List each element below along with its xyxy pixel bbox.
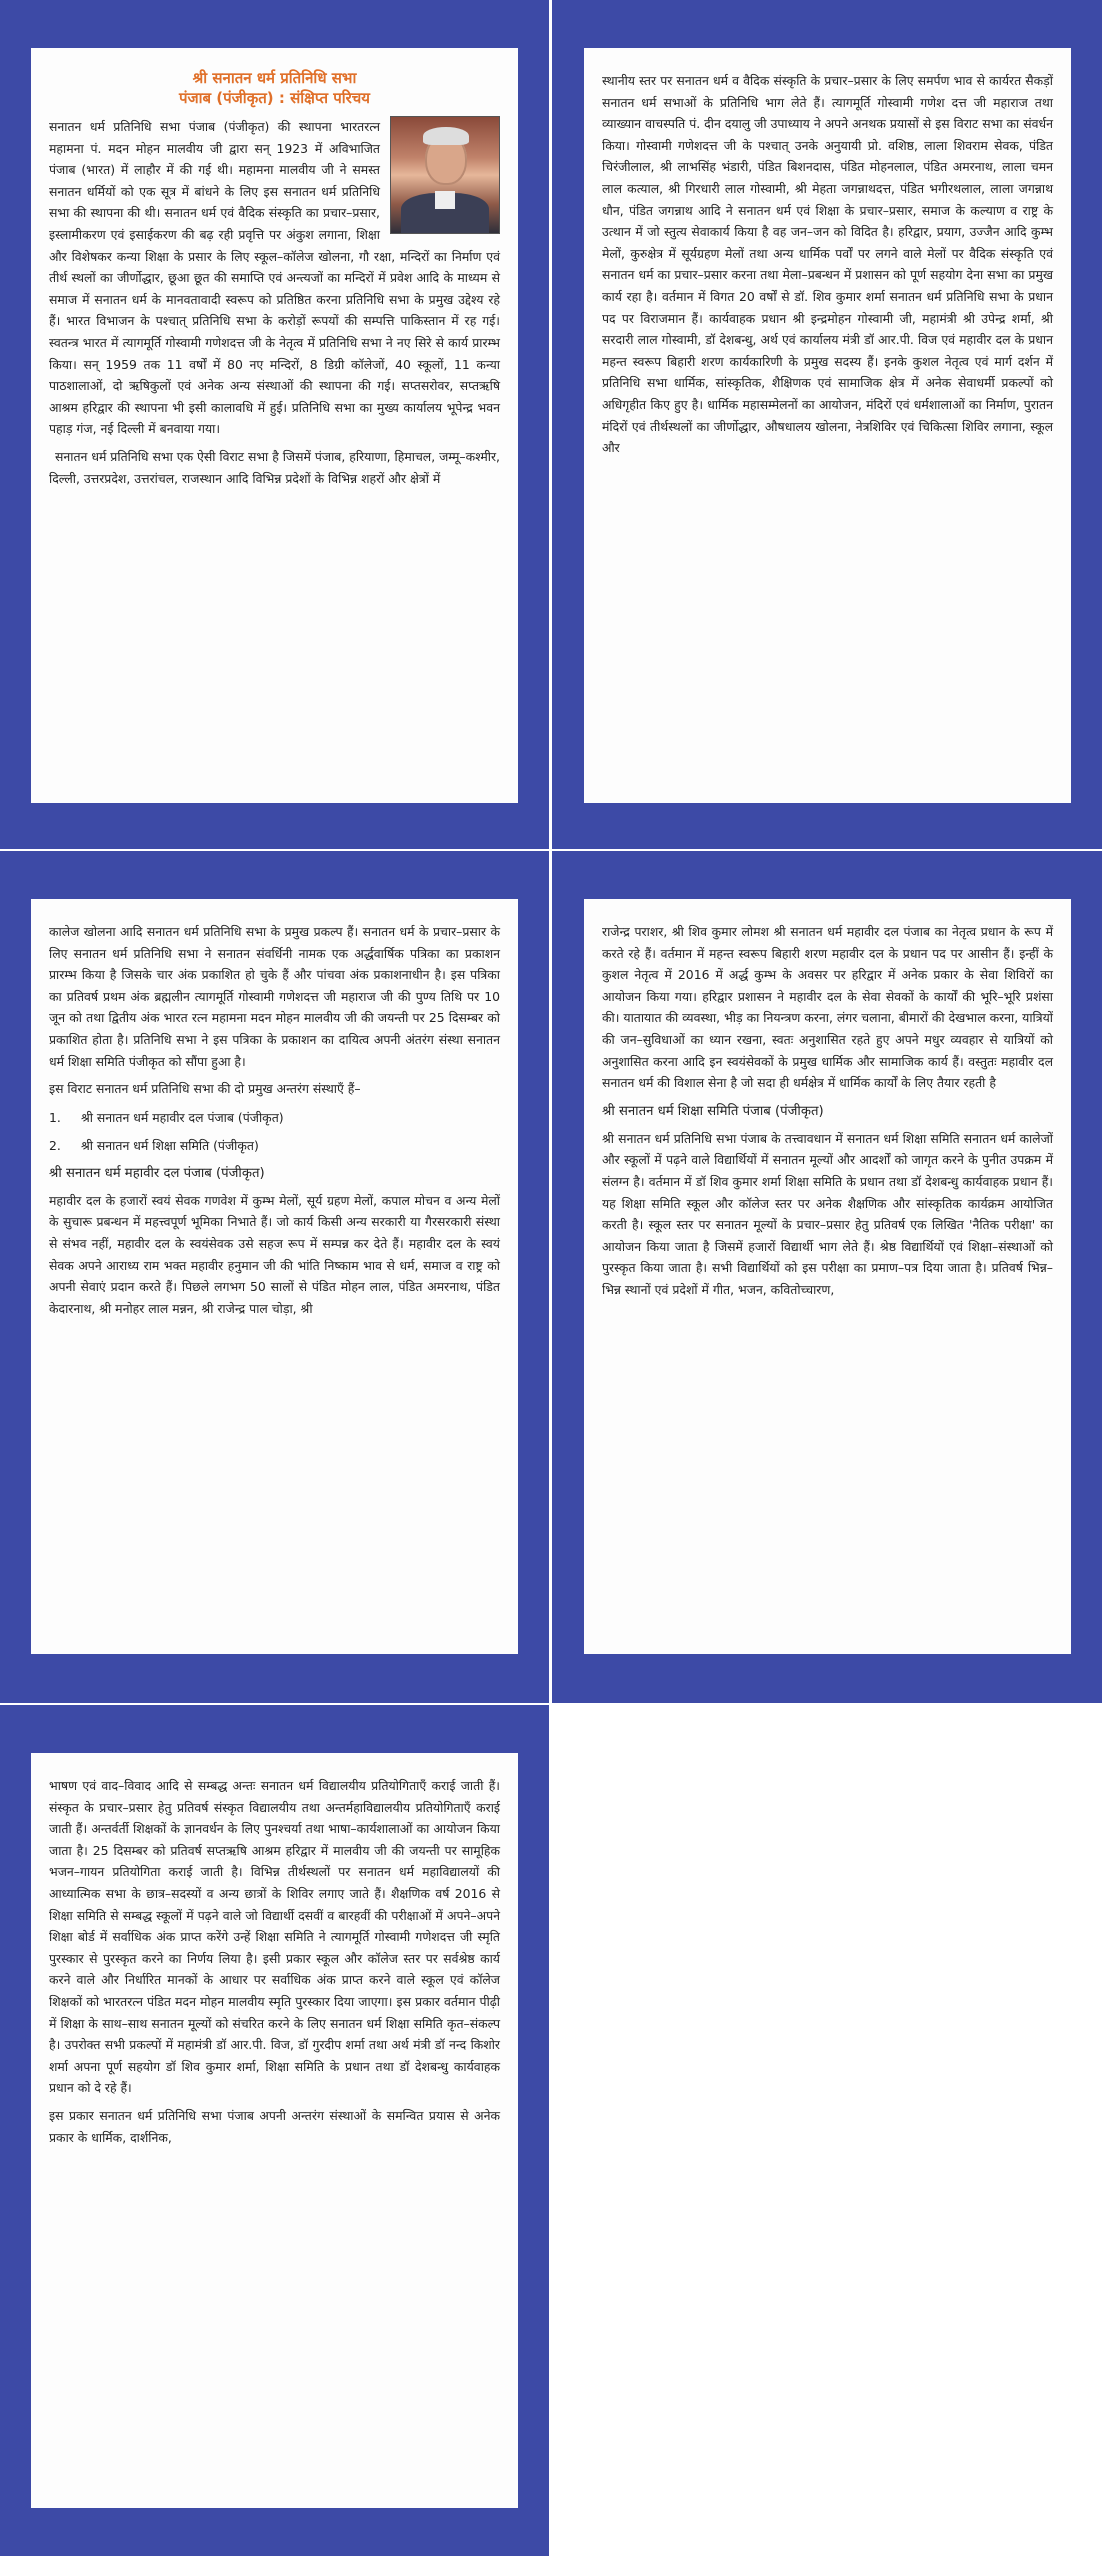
paragraph: राजेन्द्र पराशर, श्री शिव कुमार लोमश श्री सनातन धर्म महावीर दल पंजाब का नेतृत्व प्रधान के रूप में करते रहे हैं। वर्तमान में महन्त स्वरूप बिहारी शरण महावीर दल के प्रधान पद पर आसीन हैं। इन्हीं के कुशल नेतृत्व में 2016 में अर्द्ध कुम्भ के अवसर पर हरिद्वार में अनेक प्रकार के सेवा शिविरों का आयोजन किया गया। हरिद्वार प्रशासन ने महावीर दल के सेवा सेवकों के कार्यों की भूरि–भूरि प्रशंसा की। यातायात की व्यवस्था, भीड़ का नियन्त्रण करना, लंगर चलाना, बीमारों की देखभाल करना, यात्रियों की जन–सुविधाओं का ध्यान रखना, स्वतः अनुशासित रहते हुए अपने मधुर व्यवहार से यात्रियों को अनुशासित करना आदि इन स्वयंसेवकों के प्रमुख धार्मिक और सामाजिक कार्य हैं। वस्तुतः महावीर दल सनातन धर्म की विशाल सेना है जो सदा ही धर्मक्षेत्र में धार्मिक कार्यों के लिए तैयार रहती है xyxy=(602,924,1053,1091)
page-frame-3 xyxy=(0,851,549,1703)
portrait-photo xyxy=(390,116,500,234)
list-number: 2. xyxy=(49,1137,61,1153)
section-heading: श्री सनातन धर्म महावीर दल पंजाब (पंजीकृत) xyxy=(49,1165,265,1181)
paragraph: सनातन धर्म प्रतिनिधि सभा एक ऐसी विराट सभा है जिसमें पंजाब, हरियाणा, हिमाचल, जम्मू–कश्मीर, दिल्ली, उत्तरप्रदेश, उत्तरांचल, राजस्थान आदि विभिन्न प्रदेशों के विभिन्न शहरों और क्षेत्रों में xyxy=(49,448,500,486)
document-subtitle: पंजाब (पंजीकृत) : संक्षिप्त परिचय xyxy=(178,89,371,107)
page-frame-4 xyxy=(552,851,1102,1703)
page-5 xyxy=(31,1753,518,2508)
paragraph: महावीर दल के हजारों स्वयं सेवक गणवेश में कुम्भ मेलों, सूर्य ग्रहण मेलों, कपाल मोचन व अन्य मेलों के सुचारू प्रबन्धन में महत्त्वपूर्ण भूमिका निभाते हैं। जो कार्य किसी अन्य सरकारी या गैरसरकारी संस्था से संभव नहीं, महावीर दल के स्वयंसेवक उसे सहज रूप में सम्पन्न कर देते हैं। महावीर दल के स्वयं सेवक अपने आराध्य राम भक्त महावीर हनुमान जी की भांति निष्काम भाव से धर्म, समाज व राष्ट्र को अपनी सेवाएं प्रदान करते हैं। पिछले लगभग 50 सालों से पंडित मोहन लाल, पंडित अमरनाथ, पंडित केदारनाथ, श्री मनोहर लाल मन्नन, श्री राजेन्द्र पाल चोड़ा, श्री xyxy=(49,1192,500,1316)
list-number: 1. xyxy=(49,1109,61,1125)
paragraph: श्री सनातन धर्म प्रतिनिधि सभा पंजाब के तत्त्वावधान में सनातन धर्म शिक्षा समिति सनातन धर्म कालेजों और स्कूलों में पढ़ने वाले विद्यार्थियों में सनातन मूल्यों और आदर्शों को जागृत करने के पुनीत उपक्रम में संलग्न है। वर्तमान में डॉ शिव कुमार शर्मा शिक्षा समिति के प्रधान तथा डॉ देशबन्धु कार्यवाहक प्रधान हैं। यह शिक्षा समिति स्कूल और कॉलेज स्तर पर अनेक शैक्षणिक और सांस्कृतिक कार्यक्रम आयोजित करती है। स्कूल स्तर पर सनातन मूल्यों के प्रचार–प्रसार हेतु प्रतिवर्ष एक लिखित 'नैतिक परीक्षा' का आयोजन किया जाता है जिसमें हजारों विद्यार्थी भाग लेते हैं। श्रेष्ठ विद्यार्थियों एवं शिक्षा–संस्थाओं को पुरस्कृत किया जाता है। सभी विद्यार्थियों को इस परीक्षा का प्रमाण–पत्र दिया जाता है। प्रतिवर्ष भिन्न–भिन्न स्थानों एवं प्रदेशों में गीत, भजन, कवितोच्चारण, xyxy=(602,1130,1053,1297)
paragraph: स्थानीय स्तर पर सनातन धर्म व वैदिक संस्कृति के प्रचार–प्रसार के लिए समर्पण भाव से कार्यरत सैकड़ों सनातन धर्म सभाओं के प्रतिनिधि भाग लेते हैं। त्यागमूर्ति गोस्वामी गणेश दत्त जी महाराज तथा व्याख्यान वाचस्पति पं. दीन दयालु जी उपाध्याय ने अपने अनथक प्रयासों से इस विराट सभा का संवर्धन किया। गोस्वामी गणेशदत्त जी के पश्चात् उनके अनुयायी प्रो. वशिष्ठ, लाला शिवराम सेवक, पंडित चिरंजीलाल, श्री लाभसिंह भंडारी, पंडित बिशनदास, पंडित मोहनलाल, पंडित अमरनाथ, लाला चमन लाल कत्याल, श्री गिरधारी लाल गोस्वामी, श्री मेहता जगन्नाथदत्त, पंडित भगीरथलाल, लाला जगन्नाथ धौन, पंडित जगन्नाथ आदि ने सनातन धर्म एवं शिक्षा के प्रचार–प्रसार, समाज के कल्याण व राष्ट्र के उत्थान में जो स्तुत्य सेवाकार्य किया है वह जन–जन को विदित है। हरिद्वार, प्रयाग, उज्जैन आदि कुम्भ मेलों, कुरुक्षेत्र में सूर्यग्रहण मेलों तथा अन्य धार्मिक पर्वों पर लगने वाले मेलों पर वैदिक संस्कृति एवं सनातन धर्म का प्रचार–प्रसार करना तथा मेला–प्रबन्धन में प्रशासन को पूर्ण सहयोग देना सभा का प्रमुख कार्य रहा है। वर्तमान में विगत 20 वर्षों से डॉ. शिव कुमार शर्मा सनातन धर्म प्रतिनिधि सभा के प्रधान पद पर विराजमान हैं। कार्यवाहक प्रधान श्री इन्द्रमोहन गोस्वामी जी, महामंत्री श्री उपेन्द्र शर्मा, श्री सरदारी लाल गोस्वामी, डॉ देशबन्धु, अर्थ एवं कार्यालय मंत्री डॉ आर.पी. विज एवं महावीर दल के प्रधान महन्त स्वरूप बिहारी शरण कार्यकारिणी के प्रमुख सदस्य हैं। इनके कुशल नेतृत्व एवं मार्ग दर्शन में प्रतिनिधि सभा धार्मिक, सांस्कृतिक, शैक्षिणक एवं सामाजिक क्षेत्र में अनेक सेवाधर्मी प्रकल्पों को अधिगृहीत किए हुए है। धार्मिक महासम्मेलनों का आयोजन, मंदिरों एवं धर्मशालाओं का निर्माण, पुरातन मंदिरों एवं तीर्थस्थलों का जीर्णोद्धार, औषधालय खोलना, नेत्रशिविर एवं चिकित्सा शिविर लगाना, स्कूल और xyxy=(602,73,1053,456)
paragraph: कालेज खोलना आदि सनातन धर्म प्रतिनिधि सभा के प्रमुख प्रकल्प हैं। सनातन धर्म के प्रचार–प्रसार के लिए सनातन धर्म प्रतिनिधि सभा ने सनातन संवर्धिनी नामक एक अर्द्धवार्षिक पत्रिका का प्रकाशन प्रारम्भ किया है जिसके चार अंक प्रकाशित हो चुके हैं और पांचवा अंक प्रकाशनाधीन है। इस पत्रिका का प्रतिवर्ष प्रथम अंक ब्रह्मलीन त्यागमूर्ति गोस्वामी गणेशदत्त जी महाराज जी की पुण्य तिथि पर 10 जून को तथा द्वितीय अंक भारत रत्न महामना मदन मोहन मालवीय जी की जयन्ती पर 25 दिसम्बर को प्रकाशित होता है। प्रतिनिधि सभा ने इस पत्रिका के प्रकाशन का दायित्व अपनी अंतरंग संस्था सनातन धर्म शिक्षा समिति पंजीकृत को सौंपा हुआ है। xyxy=(49,924,500,1069)
page-4 xyxy=(584,899,1071,1654)
page-frame-1 xyxy=(0,0,549,849)
page-3 xyxy=(31,899,518,1654)
paragraph: इस प्रकार सनातन धर्म प्रतिनिधि सभा पंजाब अपनी अन्तरंग संस्थाओं के समन्वित प्रयास से अनेक प्रकार के धार्मिक, दार्शनिक, xyxy=(49,2107,500,2145)
paragraph: सनातन धर्म प्रतिनिधि सभा पंजाब (पंजीकृत) की स्थापना भारतरत्न महामना पं. मदन मोहन मालवीय जी द्वारा सन् 1923 में अविभाजित पंजाब (भारत) में लाहौर में की गई थी। महामना मालवीय जी ने समस्त सनातन धर्मियों को एक सूत्र में बांधने के लिए इस सनातन धर्म प्रतिनिधि सभा की स्थापना की थी। सनातन धर्म एवं वैदिक संस्कृति का प्रचार–प्रसार, इस्लामीकरण एवं इसाईकरण की बढ़ रही प्रवृत्ति पर अंकुश लगाना, शिक्षा और विशेषकर कन्या शिक्षा के प्रसार के लिए स्कूल–कॉलेज खोलना, गौ रक्षा, मन्दिरों का निर्माण एवं तीर्थ स्थलों का जीर्णोद्धार, छूआ छूत की समाप्ति एवं अन्त्यजों का मन्दिरों में प्रवेश आदि के माध्यम से समाज में सनातन धर्म के मानवतावादी स्वरूप को प्रतिष्ठित करना प्रतिनिधि सभा के प्रमुख उद्देश्य रहे हैं। भारत विभाजन के पश्चात् प्रतिनिधि सभा के करोड़ों रूपयों की सम्पत्ति पाकिस्तान में रह गई। स्वतन्त्र भारत में त्यागमूर्ति गोस्वामी गणेशदत्त जी के नेतृत्व में प्रतिनिधि सभा ने नए सिरे से कार्य प्रारम्भ किया। सन् 1959 तक 11 वर्षों में 80 नए मन्दिरों, 8 डिग्री कॉलेजों, 40 स्कूलों, 11 कन्या पाठशालाओं, दो ऋषिकुलों एवं अनेक अन्य संस्थाओं की स्थापना की गई। सप्तसरोवर, सप्तऋषि आश्रम हरिद्वार की स्थापना भी इसी कालावधि में हुई। प्रतिनिधि सभा का मुख्य कार्यालय भूपेन्द्र भवन पहाड़ गंज, नई दिल्ली में बनवाया गया। xyxy=(49,119,500,437)
paragraph: भाषण एवं वाद–विवाद आदि से सम्बद्ध अन्तः सनातन धर्म विद्यालयीय प्रतियोगिताएँ कराई जाती हैं। संस्कृत के प्रचार–प्रसार हेतु प्रतिवर्ष संस्कृत विद्यालयीय तथा अन्तर्महाविद्यालयीय प्रतियोगिताएँ कराई जाती हैं। अन्तर्वर्ती शिक्षकों के ज्ञानवर्धन के लिए पुनश्चर्या तथा भाषा–कार्यशालाओं का आयोजन किया जाता है। 25 दिसम्बर को प्रतिवर्ष सप्तऋषि आश्रम हरिद्वार में मालवीय जी की जयन्ती पर सामूहिक भजन–गायन प्रतियोगिता कराई जाती है। विभिन्न तीर्थस्थलों पर सनातन धर्म महाविद्यालयों की आध्यात्मिक सभा के छात्र–सदस्यों व अन्य छात्रों के शिविर लगाए जाते हैं। शैक्षणिक वर्ष 2016 से शिक्षा समिति से सम्बद्ध स्कूलों में पढ़ने वाले जो विद्यार्थी दसवीं व बारहवीं की परीक्षाओं में अपने–अपने शिक्षा बोर्ड में सर्वाधिक अंक प्राप्त करेंगे उन्हें शिक्षा समिति ने त्यागमूर्ति गोस्वामी गणेशदत्त जी स्मृति पुरस्कार से पुरस्कृत करने का निर्णय लिया है। इसी प्रकार स्कूल और कॉलेज स्तर पर सर्वश्रेष्ठ कार्य करने वाले और निर्धारित मानकों के आधार पर सर्वाधिक अंक प्राप्त करने वाले स्कूल एवं कॉलेज शिक्षकों को भारतरत्न पंडित मदन मोहन मालवीय स्मृति पुरस्कार दिया जाएगा। इस प्रकार वर्तमान पीढ़ी में शिक्षा के साथ–साथ सनातन मूल्यों को संचरित करने के लिए सनातन धर्म शिक्षा समिति कृत–संकल्प है। उपरोक्त सभी प्रकल्पों में महामंत्री डॉ आर.पी. विज, डॉ गुरदीप शर्मा तथा अर्थ मंत्री डॉ नन्द किशोर शर्मा अपना पूर्ण सहयोग डॉ शिव कुमार शर्मा, शिक्षा समिति के प्रधान तथा डॉ देशबन्धु कार्यवाहक प्रधान को दे रहे हैं। xyxy=(49,1778,500,2096)
paragraph: इस विराट सनातन धर्म प्रतिनिधि सभा की दो प्रमुख अन्तरंग संस्थाएँ हैं– xyxy=(49,1081,361,1097)
list-text: श्री सनातन धर्म महावीर दल पंजाब (पंजीकृत) xyxy=(81,1109,284,1125)
list-item xyxy=(49,1134,500,1158)
page-2 xyxy=(584,48,1071,803)
page-frame-2 xyxy=(552,0,1102,849)
list-item xyxy=(49,1106,500,1130)
page-frame-5 xyxy=(0,1705,549,2556)
page-1 xyxy=(31,48,518,803)
list-text: श्री सनातन धर्म शिक्षा समिति (पंजीकृत) xyxy=(81,1137,259,1153)
document-title: श्री सनातन धर्म प्रतिनिधि सभा xyxy=(192,69,357,87)
section-heading: श्री सनातन धर्म शिक्षा समिति पंजाब (पंजीकृत) xyxy=(602,1103,824,1119)
